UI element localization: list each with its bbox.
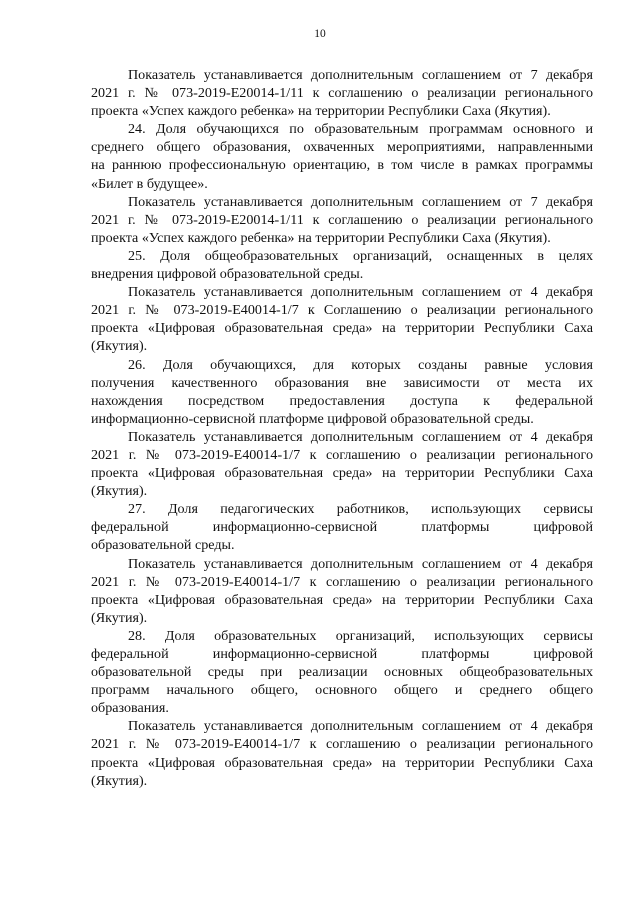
text-line: 2021 г. № 073-2019-Е40014-1/7 к соглашению о реализации регионального <box>91 736 593 753</box>
text-line: Показатель устанавливается дополнительным соглашением от 4 декабря <box>128 284 593 301</box>
text-line: на раннюю профессиональную ориентацию, в том числе в рамках программы <box>91 157 593 174</box>
text-line: среднего общего образования, охваченных мероприятиями, направленными <box>91 139 593 156</box>
text-line: образования. <box>91 700 169 717</box>
text-line: 2021 г. № 073-2019-Е40014-1/7 к Соглашению о реализации регионального <box>91 302 593 319</box>
document-body <box>91 66 593 790</box>
text-line: получения качественного образования вне зависимости от места их <box>91 374 593 391</box>
text-line: проекта «Цифровая образовательная среда» на территории Республики Саха <box>91 754 593 771</box>
text-line: образовательной среды при реализации основных общеобразовательных <box>91 664 593 681</box>
text-line: 2021 г. № 073-2019-Е20014-1/11 к соглашению о реализации регионального <box>91 211 593 228</box>
text-line: проекта «Цифровая образовательная среда» на территории Республики Саха <box>91 591 593 608</box>
text-line: 25. Доля общеобразовательных организаций, оснащенных в целях <box>128 247 593 264</box>
text-line: (Якутия). <box>91 483 148 500</box>
text-line: (Якутия). <box>91 772 148 789</box>
text-line: нахождения посредством предоставления доступа к федеральной <box>91 392 593 409</box>
text-line: (Якутия). <box>91 338 148 355</box>
text-line: Показатель устанавливается дополнительным соглашением от 4 декабря <box>128 555 593 572</box>
text-line: программ начального общего, основного общего и среднего общего <box>91 682 593 699</box>
text-line: «Билет в будущее». <box>91 175 208 192</box>
text-line: 2021 г. № 073-2019-Е20014-1/11 к соглашению о реализации регионального <box>91 85 593 102</box>
text-line: 26. Доля обучающихся, для которых созданы равные условия <box>128 356 593 373</box>
text-line: 24. Доля обучающихся по образовательным программам основного и <box>128 121 593 138</box>
text-line: 28. Доля образовательных организаций, использующих сервисы <box>128 627 593 644</box>
text-line: образовательной среды. <box>91 537 235 554</box>
text-line: федеральной информационно-сервисной платформы цифровой <box>91 646 593 662</box>
page-number: 10 <box>314 28 326 40</box>
text-line: информационно-сервисной платформе цифровой образовательной среды. <box>91 410 534 427</box>
text-line: проекта «Успех каждого ребенка» на территории Республики Саха (Якутия). <box>91 229 551 246</box>
text-line: проекта «Цифровая образовательная среда» на территории Республики Саха <box>91 320 593 337</box>
text-line: Показатель устанавливается дополнительным соглашением от 7 декабря <box>128 193 593 210</box>
text-line: Показатель устанавливается дополнительным соглашением от 4 декабря <box>128 428 593 445</box>
text-line: 2021 г. № 073-2019-Е40014-1/7 к соглашению о реализации регионального <box>91 573 593 590</box>
text-line: Показатель устанавливается дополнительным соглашением от 4 декабря <box>128 718 593 735</box>
text-line: федеральной информационно-сервисной платформы цифровой <box>91 519 593 536</box>
text-line: внедрения цифровой образовательной среды. <box>91 266 364 283</box>
text-line: проекта «Цифровая образовательная среда» на территории Республики Саха <box>91 465 593 482</box>
text-line: 2021 г. № 073-2019-Е40014-1/7 к соглашению о реализации регионального <box>91 446 593 463</box>
text-line: 27. Доля педагогических работников, использующих сервисы <box>128 501 593 518</box>
text-line: проекта «Успех каждого ребенка» на территории Республики Саха (Якутия). <box>91 103 551 120</box>
text-line: (Якутия). <box>91 609 148 626</box>
text-line: Показатель устанавливается дополнительным соглашением от 7 декабря <box>128 67 593 83</box>
